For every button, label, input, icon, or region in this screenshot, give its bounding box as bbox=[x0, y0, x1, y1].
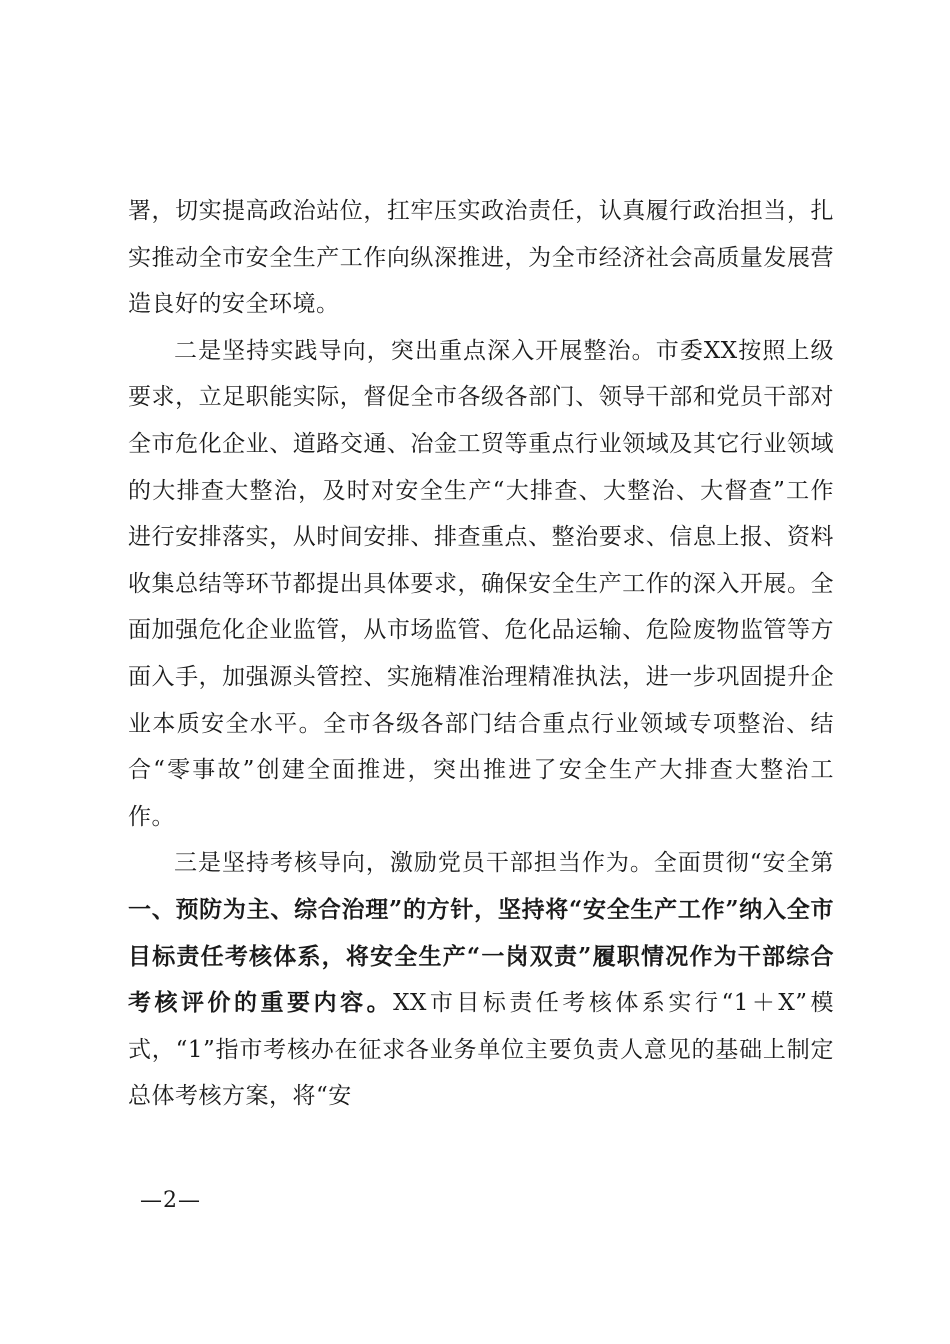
document-body bbox=[128, 188, 834, 1120]
paragraph-3-run-1: 三是坚持考核导向，激励党员干部担当作为。全面贯彻“安全第 bbox=[174, 850, 834, 877]
page-number: —2— bbox=[140, 1188, 201, 1213]
paragraph-1 bbox=[128, 188, 834, 328]
paragraph-3 bbox=[128, 840, 834, 1120]
paragraph-3-run-2-bold: 一、预防为主、综合治理”的方针，坚持将“安全生产工作”纳入全市目标责任考核体系，将安全生产“一岗双责”履职情况作为干部综合考核评价的重要内容。 bbox=[128, 895, 834, 1017]
paragraph-1-run-1: 署，切实提高政治站位，扛牢压实政治责任，认真履行政治担当，扎实推动全市安全生产工作向纵深推进，为全市经济社会高质量发展营造良好的安全环境。 bbox=[128, 198, 834, 318]
paragraph-2-run-1: 二是坚持实践导向，突出重点深入开展整治。市委XX按照上级要求，立足职能实际，督促全市各级各部门、领导干部和党员干部对全市危化企业、道路交通、冶金工贸等重点行业领域及其它行业领域的大排查大整治，及时对安全生产“大排查、大整治、大督查”工作进行安排落实，从时间安排、排查重点、整治要求、信息上报、资料收集总结等环节都提出具体要求，确保安全生产工作的深入开展。全面加强危化企业监管，从市场监管、危化品运输、危险废物监管等方面入手，加强源头管控、实施精准治理精准执法，进一步巩固提升企业本质安全水平。全市各级各部门结合重点行业领域专项整治、结合“零事故”创建全面推进，突出推进了安全生产大排查大整治工作。 bbox=[128, 337, 834, 830]
paragraph-3-run-3: XX市目标责任考核体系实行“1＋X”模式，“1”指市考核办在征求各业务单位主要负责人意见的基础上制定总体考核方案，将“安 bbox=[128, 990, 834, 1110]
paragraph-2 bbox=[128, 328, 834, 841]
